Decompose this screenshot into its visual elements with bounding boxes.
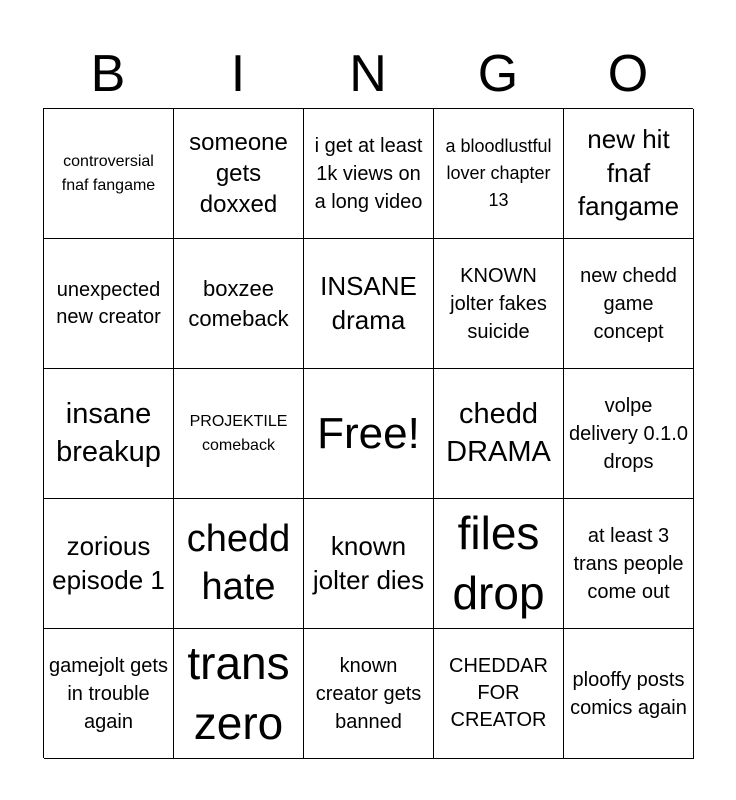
- cell-text: new hit fnaf fangame: [577, 123, 680, 222]
- bingo-cell[interactable]: [564, 239, 694, 369]
- bingo-cell[interactable]: [434, 369, 564, 499]
- bingo-board: [43, 108, 693, 758]
- cell-text: i get at least 1k views on a long video: [314, 134, 423, 213]
- bingo-cell[interactable]: [44, 629, 174, 759]
- bingo-cell[interactable]: [304, 629, 434, 759]
- bingo-cell[interactable]: [564, 369, 694, 499]
- header-letter-b: B: [90, 45, 126, 103]
- cell-text: zorious episode 1: [52, 530, 165, 595]
- cell-text: new chedd game concept: [580, 264, 677, 343]
- cell-text: chedd DRAMA: [446, 397, 551, 468]
- free-space-cell[interactable]: [304, 369, 434, 499]
- cell-text: at least 3 trans people come out: [573, 524, 684, 603]
- cell-text: INSANE drama: [320, 270, 417, 335]
- cell-text: gamejolt gets in trouble again: [49, 654, 168, 733]
- cell-text: known jolter dies: [312, 530, 425, 595]
- cell-text: controversial fnaf fangame: [61, 152, 156, 194]
- cell-text: Free!: [317, 408, 420, 458]
- header-letter-g: G: [477, 45, 519, 103]
- bingo-cell[interactable]: [434, 629, 564, 759]
- bingo-cell[interactable]: [434, 499, 564, 629]
- header-letter-n: N: [349, 45, 387, 103]
- bingo-cell[interactable]: [304, 109, 434, 239]
- bingo-cell[interactable]: [44, 239, 174, 369]
- bingo-cell[interactable]: [44, 109, 174, 239]
- cell-text: a bloodlustful lover chapter 13: [445, 136, 552, 210]
- bingo-cell[interactable]: [564, 629, 694, 759]
- bingo-cell[interactable]: [564, 109, 694, 239]
- cell-text: insane breakup: [56, 397, 161, 468]
- cell-text: PROJEKTILE comeback: [189, 412, 288, 454]
- bingo-cell[interactable]: [174, 239, 304, 369]
- bingo-cell[interactable]: [174, 499, 304, 629]
- bingo-cell[interactable]: [434, 109, 564, 239]
- header-letter-o: O: [607, 45, 649, 103]
- cell-text: CHEDDAR FOR CREATOR: [449, 655, 548, 731]
- bingo-cell[interactable]: [174, 369, 304, 499]
- bingo-cell[interactable]: [564, 499, 694, 629]
- cell-text: volpe delivery 0.1.0 drops: [569, 394, 688, 473]
- bingo-cell[interactable]: [304, 499, 434, 629]
- cell-text: files drop: [452, 506, 545, 619]
- cell-text: KNOWN jolter fakes suicide: [450, 264, 547, 343]
- cell-text: unexpected new creator: [56, 278, 161, 328]
- bingo-cell[interactable]: [44, 499, 174, 629]
- cell-text: chedd hate: [186, 518, 291, 608]
- bingo-cell[interactable]: [434, 239, 564, 369]
- cell-text: trans zero: [187, 636, 290, 749]
- cell-text: known creator gets banned: [315, 654, 422, 733]
- cell-text: plooffy posts comics again: [570, 668, 687, 719]
- cell-text: someone gets doxxed: [189, 128, 288, 219]
- bingo-cell[interactable]: [44, 369, 174, 499]
- bingo-header: [43, 40, 693, 108]
- cell-text: boxzee comeback: [188, 275, 289, 331]
- bingo-cell[interactable]: [304, 239, 434, 369]
- header-letter-i: I: [230, 45, 246, 103]
- bingo-cell[interactable]: [174, 109, 304, 239]
- bingo-cell[interactable]: [174, 629, 304, 759]
